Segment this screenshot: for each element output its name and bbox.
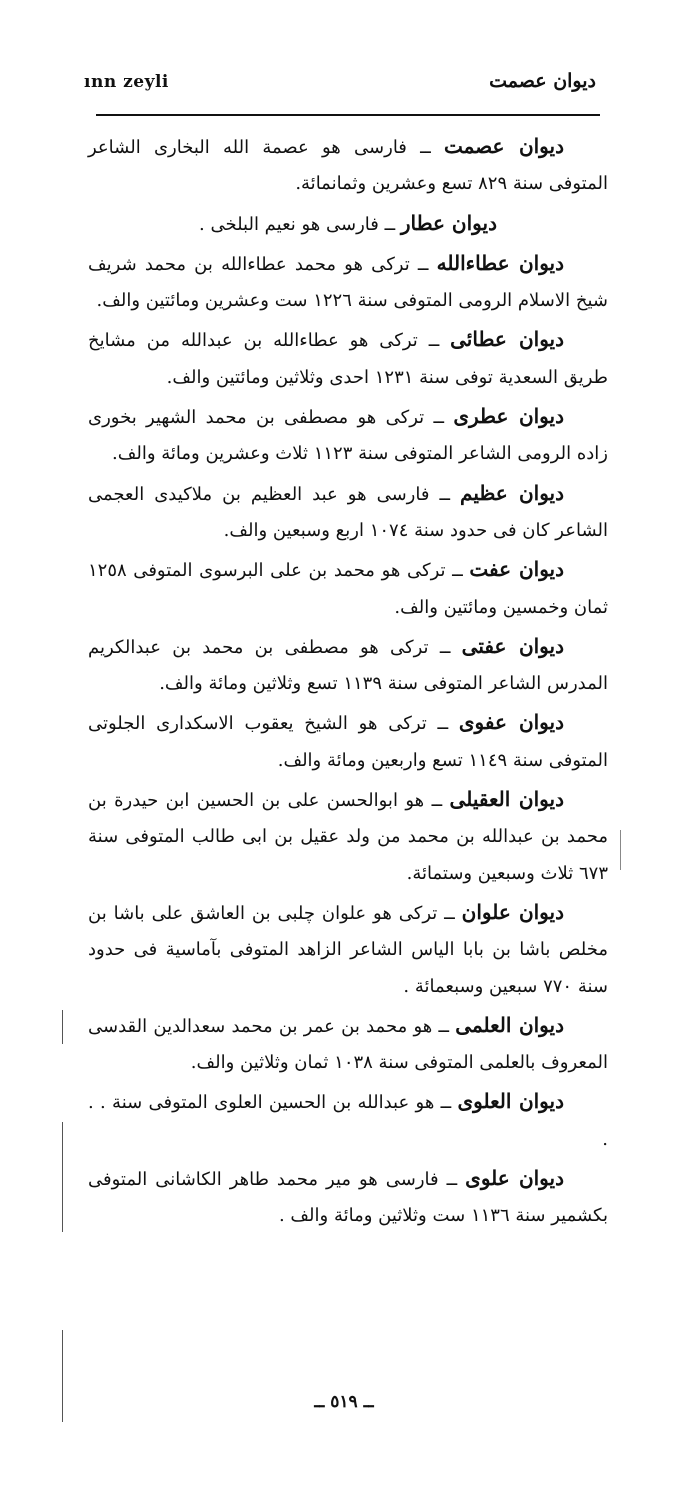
- entry-body: ــ فارسى هو مير محمد طاهر الكاشانى المتوفى بكشمير سنة ١١٣٦ ست وثلاثين ومائة والف .: [88, 1169, 608, 1227]
- entry-body: ــ تركى هو علوان چلبى بن العاشق على باشا بن مخلص باشا بن بابا الياس الشاعر الزاهد المتوفى بآماسية فى حدود سنة ٧٧٠ سبعين وسبعمائة .: [88, 902, 608, 997]
- diwan-entry: [88, 781, 608, 892]
- diwan-entry: [88, 628, 608, 703]
- entry-title: ديوان العلوى: [457, 1089, 564, 1114]
- entry-title: ديوان علوان: [461, 899, 564, 924]
- entry-body: ــ تركى هو الشيخ يعقوب الاسكدارى الجلوتى المتوفى سنة ١١٤٩ تسع واربعين ومائة والف.: [88, 713, 608, 771]
- diwan-entry: [88, 398, 608, 473]
- entry-body: ــ تركى هو عطاءالله بن عبدالله من مشايخ طريق السعدية توفى سنة ١٢٣١ احدى وثلاثين ومائتين والف.: [88, 330, 608, 388]
- diwan-entry: [88, 1083, 608, 1158]
- diwan-entry: [88, 475, 608, 550]
- diwan-entry: [88, 205, 608, 243]
- margin-mark: [62, 1010, 63, 1044]
- entry-body: ــ تركى هو محمد عطاءالله بن محمد شريف شيخ الاسلام الرومى المتوفى سنة ١٢٢٦ ست وعشرين ومائتين والف.: [88, 253, 608, 312]
- diwan-entry: [88, 245, 608, 320]
- entry-title: ديوان العقيلى: [449, 787, 564, 812]
- diwan-entry: [88, 1160, 608, 1235]
- entry-body: ــ تركى هو مصطفى بن محمد الشهير بخورى زاده الرومى الشاعر المتوفى سنة ١١٢٣ ثلاث وعشرين ومائة والف.: [88, 407, 608, 465]
- entry-body: ــ تركى هو محمد بن على البرسوى المتوفى ١٢٥٨ ثمان وخمسين ومائتين والف.: [88, 560, 608, 618]
- entry-title: ديوان عفت: [469, 557, 564, 582]
- margin-mark: [62, 1122, 63, 1232]
- margin-mark: [620, 830, 627, 870]
- entry-body: ــ فارسى هو عصمة الله البخارى الشاعر المتوفى سنة ٨٢٩ تسع وعشرين وثمانمائة.: [88, 137, 608, 195]
- entry-body: ــ تركى هو مصطفى بن محمد بن عبدالكريم المدرس الشاعر المتوفى سنة ١١٣٩ تسع وثلاثين ومائة والف.: [88, 636, 608, 695]
- diwan-entry: [88, 1007, 608, 1082]
- entry-title: ديوان عصمت: [443, 134, 564, 158]
- entry-body: ــ هو عبدالله بن الحسين العلوى المتوفى سنة . . .: [88, 1092, 608, 1150]
- entry-title: ديوان عظيم: [460, 480, 564, 505]
- diwan-entry: [88, 704, 608, 779]
- entry-title: ديوان عطاءالله: [436, 250, 565, 275]
- page-number: ــ ٥١٩ ــ: [314, 1392, 374, 1412]
- entry-title: ديوان عفوى: [458, 710, 564, 735]
- header-rule: [96, 114, 600, 116]
- diwan-entry: [88, 128, 608, 203]
- running-header-left: ınn zeyli: [84, 72, 169, 92]
- entry-body: ــ فارسى هو نعيم البلخى .: [199, 213, 401, 235]
- entry-title: ديوان علوى: [465, 1166, 564, 1191]
- diwan-entry: [88, 894, 608, 1005]
- entry-title: ديوان عطار: [400, 210, 497, 235]
- entry-title: ديوان عطائى: [450, 327, 564, 352]
- entry-title: ديوان عفتى: [461, 633, 564, 658]
- entry-title: ديوان عطرى: [453, 404, 564, 429]
- entry-body: ــ هو ابوالحسن على بن الحسين ابن حيدرة بن محمد بن عبدالله بن محمد من ولد عقيل بن ابى طالب المتوفى سنة ٦٧٣ ثلاث وسبعين وستمائة.: [88, 790, 608, 884]
- running-header-right: ديوان عصمت: [489, 70, 596, 92]
- entry-title: ديوان العلمى: [455, 1012, 564, 1037]
- diwan-entry: [88, 551, 608, 626]
- entry-body: ــ فارسى هو عبد العظيم بن ملاكيدى العجمى الشاعر كان فى حدود سنة ١٠٧٤ اربع وسبعين والف.: [88, 483, 608, 541]
- diwan-entry: [88, 321, 608, 396]
- entry-body: ــ هو محمد بن عمر بن محمد سعدالدين القدسى المعروف بالعلمى المتوفى سنة ١٠٣٨ ثمان وثلاثين والف.: [88, 1015, 608, 1074]
- entries-list: [88, 128, 608, 1237]
